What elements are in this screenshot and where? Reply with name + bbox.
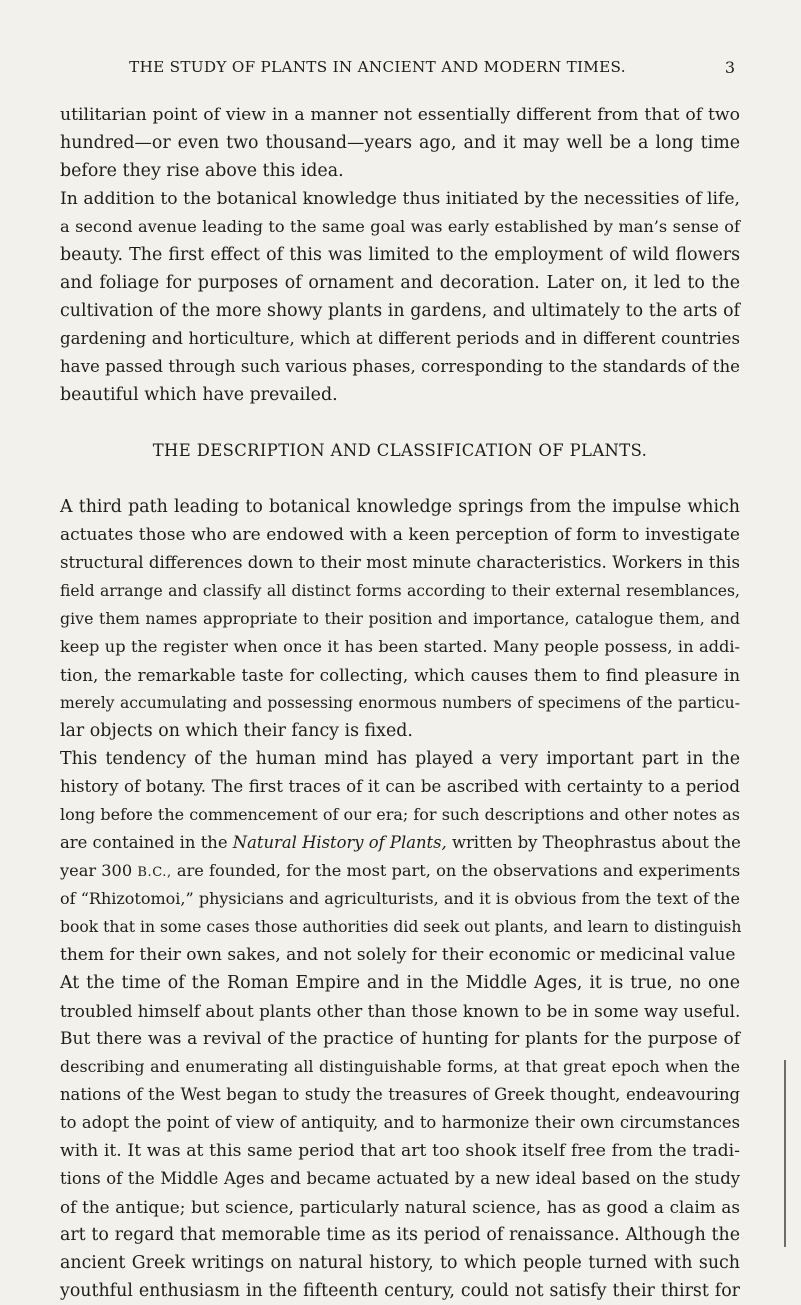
text-line: give them names appropriate to their position and importance, catalogue them, and [60, 609, 740, 628]
page-edge-shadow [784, 1060, 786, 1247]
text-line: A third path leading to botanical knowledge springs from the impulse which [60, 497, 740, 517]
text-line: with it. It was at this same period that art too shook itself free from the tradi- [60, 1141, 740, 1161]
text-segment: year 300 [60, 861, 138, 880]
text-line: ancient Greek writings on natural history, to which people turned with such [60, 1253, 740, 1273]
body-text [60, 101, 740, 1305]
text-line: and foliage for purposes of ornament and decoration. Later on, it led to the [60, 273, 740, 293]
text-line: before they rise above this idea. [60, 161, 344, 181]
text-line: of the antique; but science, particularly natural science, has as good a claim as [60, 1197, 740, 1217]
text-line: But there was a revival of the practice of hunting for plants for the purpose of [60, 1029, 740, 1049]
section-heading: THE DESCRIPTION AND CLASSIFICATION OF PLANTS. [152, 441, 648, 460]
text-line: beauty. The first effect of this was limited to the employment of wild flowers [60, 245, 740, 265]
text-line: tions of the Middle Ages and became actuated by a new ideal based on the study [60, 1169, 740, 1188]
text-line: nations of the West began to study the treasures of Greek thought, endeavouring [60, 1085, 740, 1104]
text-line: them for their own sakes, and not solely for their economic or medicinal value [60, 945, 736, 965]
text-line: merely accumulating and possessing enormous numbers of specimens of the particu- [60, 694, 740, 712]
text-line: keep up the register when once it has been started. Many people possess, in addi- [60, 637, 740, 656]
paragraph-1 [60, 101, 740, 185]
text-line: describing and enumerating all distinguishable forms, at that great epoch when the [60, 1057, 740, 1076]
text-line: structural differences down to their most minute characteristics. Workers in this [60, 553, 740, 572]
text-line: long before the commencement of our era; for such descriptions and other notes as [60, 805, 740, 824]
text-line: utilitarian point of view in a manner not essentially different from that of two [60, 105, 740, 125]
text-line [60, 829, 740, 857]
text-line: a second avenue leading to the same goal was early established by man’s sense of [60, 217, 740, 236]
running-head [60, 58, 735, 82]
text-line: In addition to the botanical knowledge thus initiated by the necessities of life, [60, 189, 741, 209]
paragraph-4 [60, 745, 740, 969]
text-line: art to regard that memorable time as its period of renaissance. Although the [60, 1225, 740, 1245]
text-line: have passed through such various phases, corresponding to the standards of the [60, 357, 740, 376]
text-segment: are founded, for the most part, on the observations and experiments [171, 861, 741, 880]
text-line: gardening and horticulture, which at different periods and in different countries [60, 329, 740, 348]
text-line: to adopt the point of view of antiquity, and to harmonize their own circumstances [60, 1113, 740, 1132]
era-abbreviation: B.C., [137, 865, 172, 880]
text-line: beautiful which have prevailed. [60, 385, 338, 405]
paragraph-5 [60, 969, 740, 1305]
text-line: actuates those who are endowed with a keen perception of form to investigate [60, 525, 740, 545]
text-line [60, 857, 740, 885]
text-segment: written by Theophrastus about the [446, 833, 741, 852]
book-title: Natural History of Plants, [232, 833, 447, 852]
text-line: This tendency of the human mind has played a very important part in the [60, 749, 740, 769]
text-line: book that in some cases those authorities did seek out plants, and learn to distinguish [60, 918, 742, 936]
text-line: troubled himself about plants other than those known to be in some way useful. [60, 1001, 741, 1021]
running-title: THE STUDY OF PLANTS IN ANCIENT AND MODERN TIMES. [129, 58, 626, 76]
text-line: tion, the remarkable taste for collecting, which causes them to find pleasure in [60, 665, 740, 685]
text-line: field arrange and classify all distinct forms according to their external resemblances, [60, 582, 740, 600]
text-line: hundred—or even two thousand—years ago, and it may well be a long time [60, 133, 740, 153]
paragraph-2 [60, 185, 740, 409]
text-segment: are contained in the [60, 833, 233, 852]
text-line: cultivation of the more showy plants in gardens, and ultimately to the arts of [60, 301, 740, 321]
text-line: history of botany. The first traces of it can be ascribed with certainty to a period [60, 777, 740, 796]
page-number: 3 [724, 58, 735, 77]
text-line: youthful enthusiasm in the fifteenth century, could not satisfy their thirst for [60, 1281, 740, 1301]
text-line: At the time of the Roman Empire and in the Middle Ages, it is true, no one [60, 973, 740, 993]
text-line: lar objects on which their fancy is fixed. [60, 721, 413, 741]
paragraph-3 [60, 493, 740, 745]
text-line: of “Rhizotomoi,” physicians and agriculturists, and it is obvious from the text of the [60, 889, 740, 908]
